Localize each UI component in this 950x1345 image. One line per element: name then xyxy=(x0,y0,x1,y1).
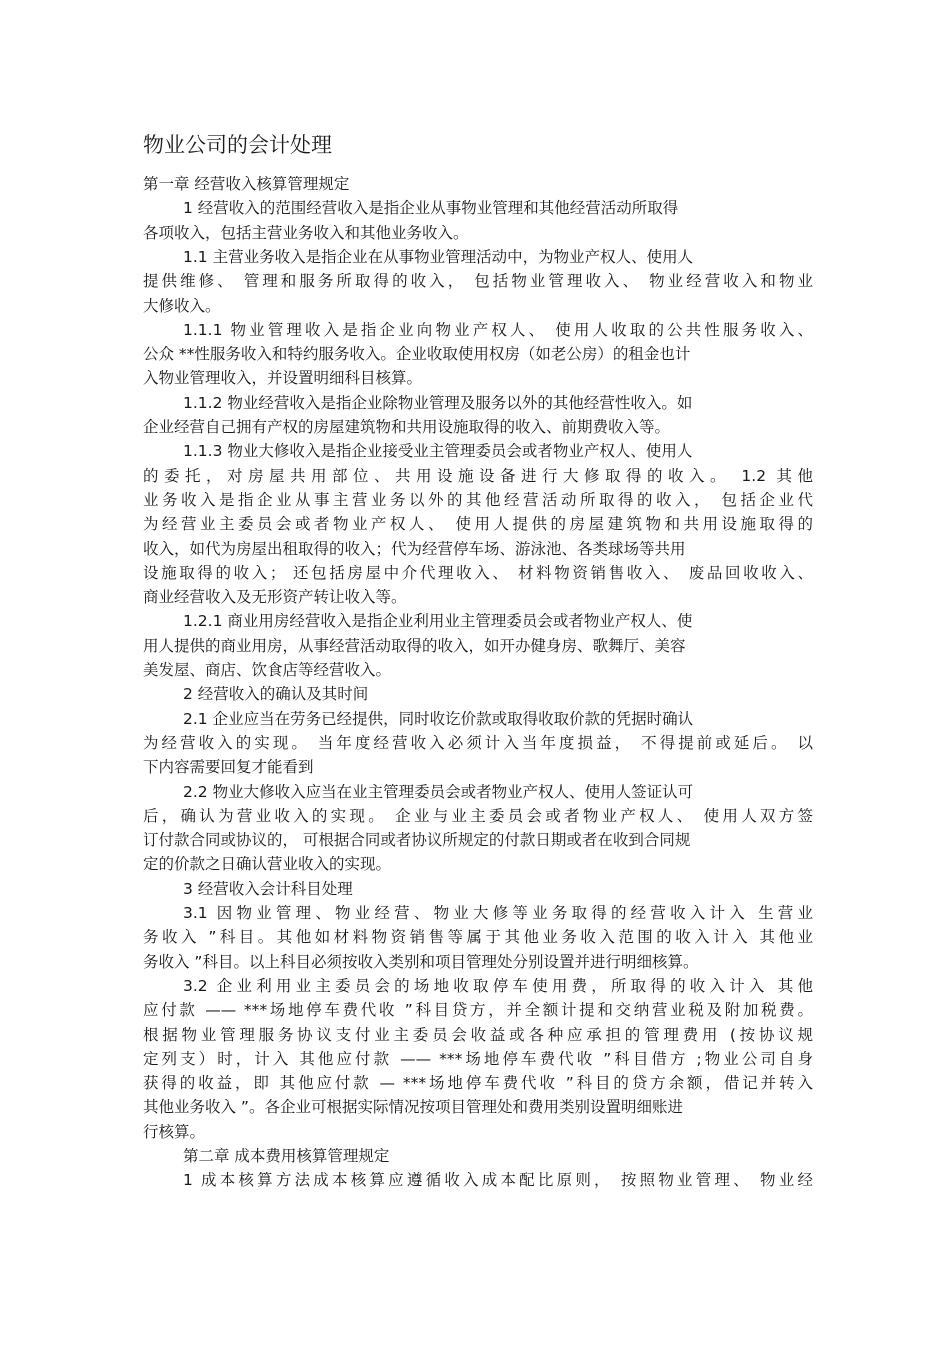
text-line: 根据物业管理服务协议支付业主委员会收益或各种应承担的管理费用 (按协议规 xyxy=(143,1025,813,1044)
document-title: 物业公司的会计处理 xyxy=(143,133,332,157)
text-line: 公众 **性服务收入和特约服务收入。企业收取使用权房（如老公房）的租金也计 xyxy=(143,345,691,364)
text-line: 3.1 因物业管理、物业经营、物业大修等业务取得的经营收入计入 生营业 xyxy=(183,904,813,922)
text-line: 后，确认为营业收入的实现。 企业与业主委员会或者物业产权人、 使用人双方签 xyxy=(143,806,813,825)
text-line: 3.2 企业利用业主委员会的场地收取停车使用费，所取得的收入计入 其他 xyxy=(183,976,813,995)
text-line: 商业经营收入及无形资产转让收入等。 xyxy=(143,588,407,607)
text-line: 1.1.3 物业大修收入是指企业接受业主管理委员会或者物业产权人、使用人 xyxy=(183,442,693,461)
text-line: 1 成本核算方法成本核算应遵循收入成本配比原则， 按照物业管理、 物业经 xyxy=(183,1171,813,1190)
text-line: 行核算。 xyxy=(143,1122,206,1141)
text-line: 为经营业主委员会或者物业产权人、 使用人提供的房屋建筑物和共用设施取得的 xyxy=(143,515,813,534)
text-line: 各项收入，包括主营业务收入和其他业务收入。 xyxy=(143,223,469,242)
text-line: 订付款合同或协议的， 可根据合同或者协议所规定的付款日期或者在收到合同规 xyxy=(143,831,691,850)
text-line: 1 经营收入的范围经营收入是指企业从事物业管理和其他经营活动所取得 xyxy=(183,199,679,218)
text-line: 1.2.1 商业用房经营收入是指企业利用业主管理委员会或者物业产权人、使 xyxy=(183,612,693,631)
text-line: 获得的收益，即 其他应付款 — ***场地停车费代收 ”科目的贷方余额，借记并转入 xyxy=(143,1074,813,1093)
text-line: 应付款 —— ***场地停车费代收 ”科目贷方，并全额计提和交纳营业税及附加税费。 xyxy=(143,1001,813,1020)
text-line: 下内容需要回复才能看到 xyxy=(143,758,314,777)
text-line: 入物业管理收入，并设置明细科目核算。 xyxy=(143,369,423,388)
text-line: 企业经营自己拥有产权的房屋建筑物和共用设施取得的收入、前期费收入等。 xyxy=(143,418,671,436)
text-line: 2.1 企业应当在劳务已经提供，同时收讫价款或取得收取价款的凭据时确认 xyxy=(183,709,694,728)
text-line: 其他业务收入 ”。各企业可根据实际情况按项目管理处和费用类别设置明细账进 xyxy=(143,1098,683,1117)
text-line: 大修收入。 xyxy=(143,296,221,315)
text-line: 为经营收入的实现。 当年度经营收入必须计入当年度损益， 不得提前或延后。 以 xyxy=(143,733,813,752)
text-line: 收入，如代为房屋出租取得的收入；代为经营停车场、游泳池、各类球场等共用 xyxy=(143,539,686,558)
text-line: 提供维修、 管理和服务所取得的收入， 包括物业管理收入、 物业经营收入和物业 xyxy=(143,272,813,291)
text-line: 的委托，对房屋共用部位、共用设施设备进行大修取得的收入。 1.2 其他 xyxy=(143,466,813,485)
text-line: 1.1.1 物业管理收入是指企业向物业产权人、 使用人收取的公共性服务收入、 xyxy=(183,320,813,339)
text-line: 3 经营收入会计科目处理 xyxy=(183,879,353,898)
text-line: 业务收入是指企业从事主营业务以外的其他经营活动所取得的收入， 包括企业代 xyxy=(143,490,813,509)
text-line: 2 经营收入的确认及其时间 xyxy=(183,685,369,704)
text-line: 第一章 经营收入核算管理规定 xyxy=(143,175,350,193)
text-line: 务收入 ”科目。其他如材料物资销售等属于其他业务收入范围的收入计入 其他业 xyxy=(143,928,813,947)
text-line: 定列支）时，计入 其他应付款 —— ***场地停车费代收 ”科目借方 ;物业公司自身 xyxy=(143,1049,813,1068)
text-line: 用人提供的商业用房，从事经营活动取得的收入，如开办健身房、歌舞厅、美容 xyxy=(143,636,686,655)
text-line: 1.1 主营业务收入是指企业在从事物业管理活动中，为物业产权人、使用人 xyxy=(183,247,694,266)
text-line: 2.2 物业大修收入应当在业主管理委员会或者物业产权人、使用人签证认可 xyxy=(183,782,694,801)
text-line: 务收入 ”科目。以上科目必须按收入类别和项目管理处分别设置并进行明细核算。 xyxy=(143,952,699,971)
text-line: 美发屋、商店、饮食店等经营收入。 xyxy=(143,661,392,679)
text-line: 第二章 成本费用核算管理规定 xyxy=(183,1147,390,1165)
text-line: 1.1.2 物业经营收入是指企业除物业管理及服务以外的其他经营性收入。如 xyxy=(183,393,693,412)
text-line: 设施取得的收入； 还包括房屋中介代理收入、 材料物资销售收入、 废品回收收入、 xyxy=(143,563,813,582)
text-line: 定的价款之日确认营业收入的实现。 xyxy=(143,855,392,874)
